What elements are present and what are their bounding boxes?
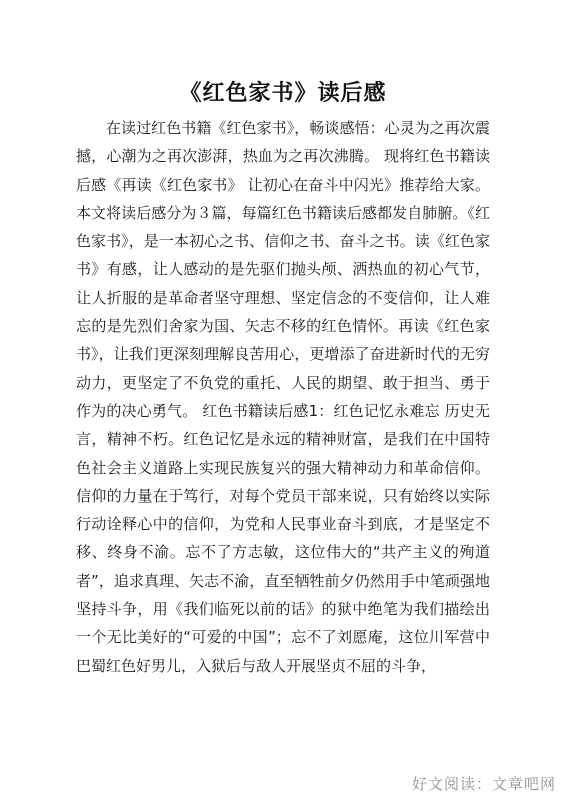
body-paragraph: 在读过红色书籍《红色家书》，畅谈感悟：心灵为之再次震撼，心潮为之再次澎湃，热血为之再次沸腾。 现将红色书籍读后感《再读《红色家书》 让初心在奋斗中闪光》推荐给大家。本文将读后感分为３篇，每篇红色书籍读后感都发自肺腑。《红色家书》，是一本初心之书、信仰之书、奋斗之书。读《红色家书》有感，让人感动的是先驱们抛头颅、洒热血的初心气节，让人折服的是革命者坚守理想、坚定信念的不变信仰，让人难忘的是先烈们舍家为国、矢志不移的红色情怀。再读《红色家书》，让我们更深刻理解良苦用心，更增添了奋进新时代的无穷动力，更坚定了不负党的重托、人民的期望、敢于担当、勇于作为的决心勇气。 红色书籍读后感1：红色记忆永难忘 历史无言，精神不朽。红色记忆是永远的精神财富，是我们在中国特色社会主义道路上实现民族复兴的强大精神动力和革命信仰。信仰的力量在于笃行，对每个党员干部来说，只有始终以实际行动诠释心中的信仰，为党和人民事业奋斗到底，才是坚定不移、终身不渝。忘不了方志敏，这位伟大的“共产主义的殉道者”，追求真理、矢志不渝，直至牺牲前夕仍然用手中笔顽强地坚持斗争，用《我们临死以前的话》的狱中绝笔为我们描绘出一个无比美好的“可爱的中国”；忘不了刘愿庵，这位川军营中巴蜀红色好男儿，入狱后与敌人开展坚贞不屈的斗争， (76, 119, 490, 675)
document-title: 《红色家书》读后感 (179, 80, 387, 106)
site-watermark: 好文阅读：文章吧网 (411, 775, 556, 793)
document-body (76, 114, 490, 680)
